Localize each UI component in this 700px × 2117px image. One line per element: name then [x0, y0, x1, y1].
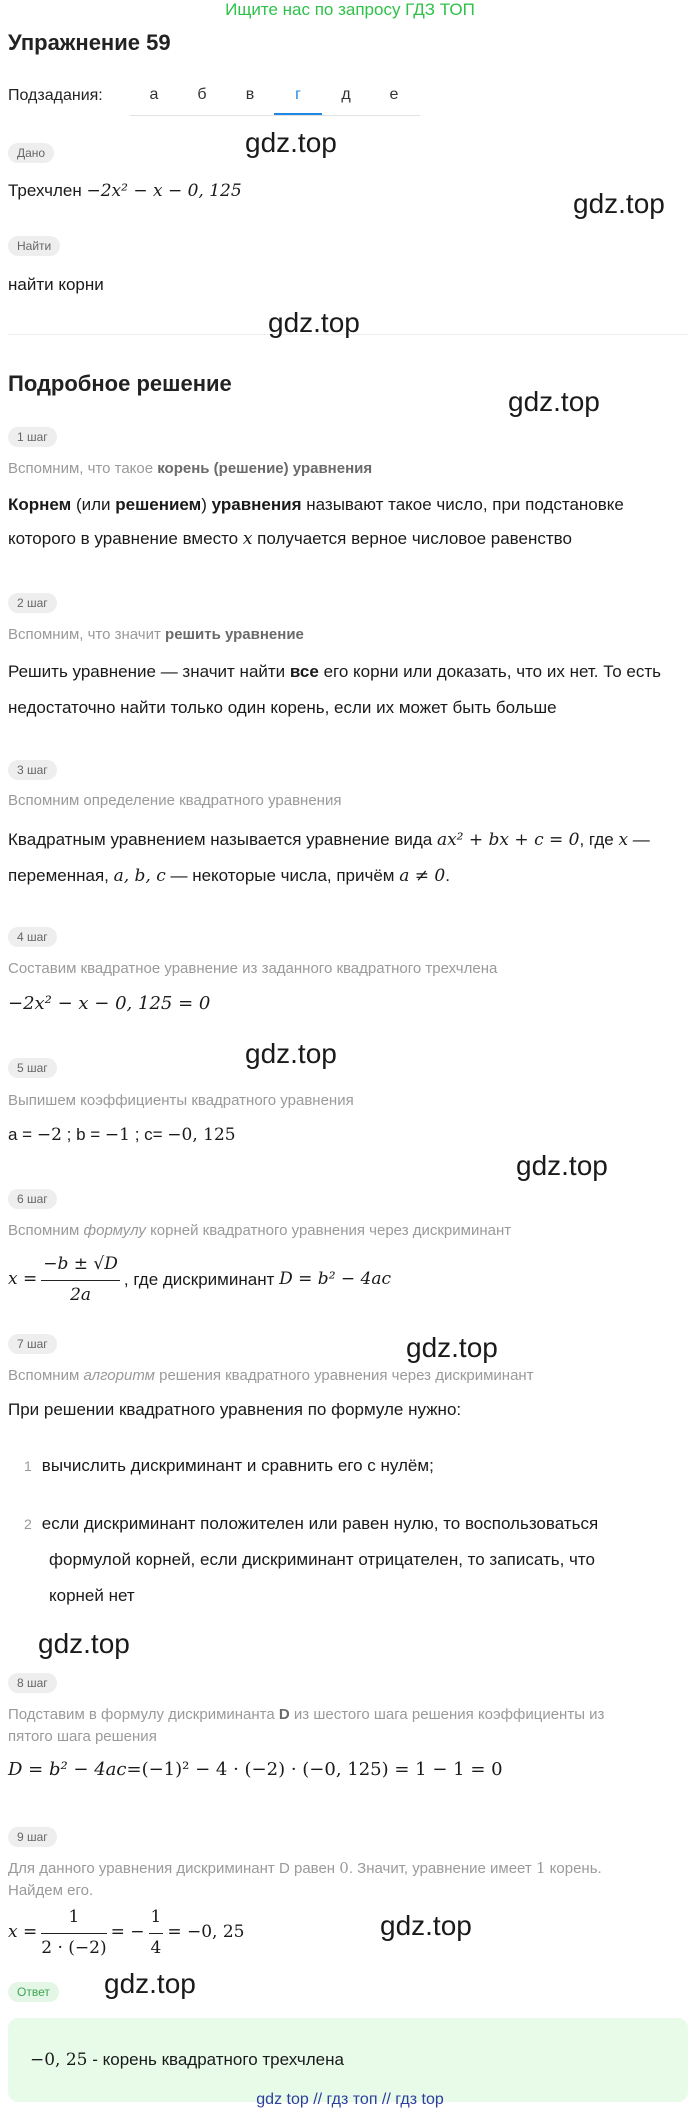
tab-b[interactable]: б — [197, 86, 207, 103]
solution-title: Подробное решение — [8, 371, 232, 396]
step-badge: 3 шаг — [8, 760, 57, 780]
step-hint: Вспомним алгоритм решения квадратного уравнения через дискриминант — [8, 1367, 534, 1384]
answer-text: −0, 25 - корень квадратного трехчлена — [30, 2050, 344, 2070]
subtasks-label: Подзадания: — [8, 87, 103, 104]
tab-a[interactable]: а — [149, 86, 159, 103]
step-badge: 5 шаг — [8, 1058, 57, 1078]
step-formula: x = $\frac{1}{2 \cdot (-2)}$ = − $\frac{1}{4}$ = −0, 25 — [8, 1907, 245, 1958]
step-hint: Вспомним, что значит решить уравнение — [8, 626, 304, 643]
subtask-tabs — [130, 80, 420, 116]
watermark: gdz.top — [268, 307, 360, 338]
step-formula: x = $\frac{-b \pm √D}{2a}$ , где дискриминант D = b² − 4ac — [8, 1254, 392, 1305]
watermark: gdz.top — [573, 188, 665, 219]
watermark: gdz.top — [380, 1910, 472, 1941]
find-badge: Найти — [8, 236, 60, 256]
watermark: gdz.top — [516, 1150, 608, 1181]
footer-links[interactable]: gdz top // гдз топ // гдз top — [256, 2091, 444, 2108]
step-badge: 7 шаг — [8, 1334, 57, 1354]
step-badge: 9 шаг — [8, 1827, 57, 1847]
page-title: Упражнение 59 — [8, 30, 171, 55]
step-text: Квадратным уравнением называется уравнение вида ax² + bx + c = 0, где x — переменная, a, b, c — некоторые числа, причём a ≠ 0. — [8, 830, 650, 886]
step-equation: D = b² − 4ac=(−1)² − 4 · (−2) · (−0, 125) = 1 − 1 = 0 — [8, 1759, 503, 1780]
watermark: gdz.top — [104, 1968, 196, 1999]
step-equation: −2x² − x − 0, 125 = 0 — [8, 993, 211, 1014]
step-hint: Вспомним определение квадратного уравнения — [8, 792, 342, 809]
step-badge: 6 шаг — [8, 1189, 57, 1209]
list-item: 1 вычислить дискриминант и сравнить его с нулём; — [24, 1456, 434, 1475]
watermark: gdz.top — [245, 1038, 337, 1069]
watermark: gdz.top — [508, 386, 600, 417]
given-text: Трехчлен −2x² − x − 0, 125 — [8, 181, 242, 201]
step-badge: 1 шаг — [8, 427, 57, 447]
step-hint: Выпишем коэффициенты квадратного уравнения — [8, 1092, 354, 1109]
step-badge: 8 шаг — [8, 1673, 57, 1693]
watermark: gdz.top — [38, 1628, 130, 1659]
step-badge: 4 шаг — [8, 927, 57, 947]
watermark: gdz.top — [245, 127, 337, 158]
answer-badge: Ответ — [8, 1982, 59, 2002]
tab-v[interactable]: в — [245, 86, 255, 103]
step-text: Корнем (или решением) уравнения называют такое число, при подстановке которого в уравнение вместо x получается верное числовое равенство — [8, 495, 624, 549]
step-coefficients: a = −2 ; b = −1 ; c= −0, 125 — [8, 1125, 236, 1145]
step-badge: 2 шаг — [8, 593, 57, 613]
top-search-hint[interactable]: Ищите нас по запросу ГДЗ ТОП — [225, 0, 475, 19]
given-expression: −2x² − x − 0, 125 — [86, 181, 242, 201]
watermark: gdz.top — [406, 1332, 498, 1363]
step-hint: Составим квадратное уравнение из заданного квадратного трехчлена — [8, 960, 498, 977]
tab-d[interactable]: д — [341, 86, 351, 103]
step-hint: Для данного уравнения дискриминант D равен 0. Значит, уравнение имеет 1 корень. Найдем его. — [8, 1859, 602, 1899]
tab-g[interactable]: г — [274, 80, 322, 115]
step-hint: Вспомним, что такое корень (решение) уравнения — [8, 460, 373, 477]
list-item: 2 если дискриминант положителен или равен нулю, то воспользоваться формулой корней, если дискриминант отрицателен, то записать, что корней нет — [24, 1514, 599, 1605]
step-hint: Вспомним формулу корней квадратного уравнения через дискриминант — [8, 1222, 512, 1239]
given-badge: Дано — [8, 143, 54, 163]
find-text: найти корни — [8, 275, 104, 294]
step-text: При решении квадратного уравнения по формуле нужно: — [8, 1400, 462, 1419]
step-hint: Подставим в формулу дискриминанта D из шестого шага решения коэффициенты из пятого шага решения — [8, 1706, 605, 1745]
tab-e[interactable]: е — [389, 86, 399, 103]
step-text: Решить уравнение — значит найти все его корни или доказать, что их нет. То есть недостаточно найти только один корень, если их может быть больше — [8, 662, 662, 717]
